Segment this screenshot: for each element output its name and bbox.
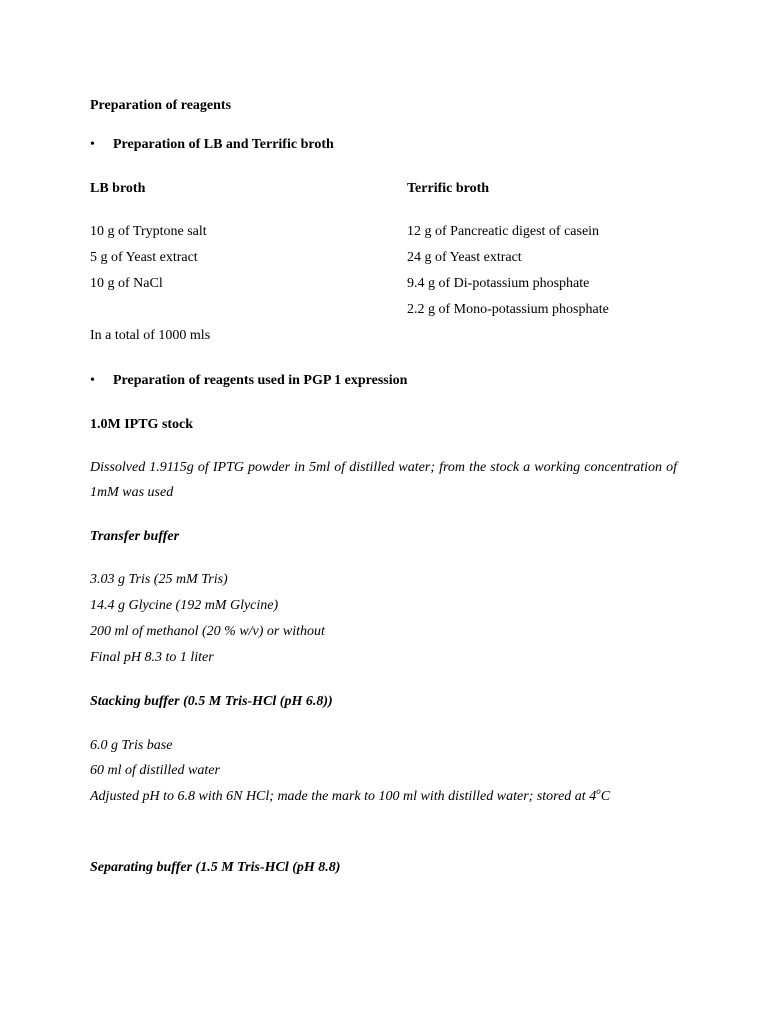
degree-superscript: o [596,786,601,796]
tb-item: 12 g of Pancreatic digest of casein [407,224,600,239]
tb-item: 9.4 g of Di-potassium phosphate [407,276,590,291]
stacking-last-unit: C [600,789,611,804]
terrific-broth-title: Terrific broth [407,181,490,196]
iptg-description: Dissolved 1.9115g of IPTG powder in 5ml of distilled water; from the stock a working concentration of 1mM was used [90,460,677,500]
tb-item: 2.2 g of Mono-potassium phosphate [407,302,609,317]
stacking-item: 60 ml of distilled water [90,763,220,778]
transfer-buffer-title: Transfer buffer [90,529,180,544]
section-2-title: Preparation of reagents used in PGP 1 expression [113,373,408,388]
lb-item: 5 g of Yeast extract [90,250,198,265]
page-heading: Preparation of reagents [90,98,232,113]
separating-buffer-title: Separating buffer (1.5 M Tris-HCl (pH 8.8) [90,860,341,875]
bullet-point: • [90,373,95,388]
lb-item: 10 g of Tryptone salt [90,224,207,239]
transfer-item: 200 ml of methanol (20 % w/v) or without [90,624,325,639]
stacking-last-text: Adjusted pH to 6.8 with 6N HCl; made the mark to 100 ml with distilled water; stored at 4 [90,789,597,804]
section-1-title: Preparation of LB and Terrific broth [113,137,334,152]
stacking-item: 6.0 g Tris base [90,738,173,753]
transfer-item: 14.4 g Glycine (192 mM Glycine) [90,598,279,613]
lb-item: 10 g of NaCl [90,276,163,291]
stacking-buffer-title: Stacking buffer (0.5 M Tris-HCl (pH 6.8)) [90,694,333,709]
transfer-item: 3.03 g Tris (25 mM Tris) [90,572,228,587]
bullet-point: • [90,137,95,152]
tb-item: 24 g of Yeast extract [407,250,522,265]
transfer-item: Final pH 8.3 to 1 liter [90,650,214,665]
iptg-title: 1.0M IPTG stock [90,417,194,432]
lb-broth-title: LB broth [90,181,146,196]
stacking-item-last [90,786,611,805]
lb-total: In a total of 1000 mls [90,328,211,343]
